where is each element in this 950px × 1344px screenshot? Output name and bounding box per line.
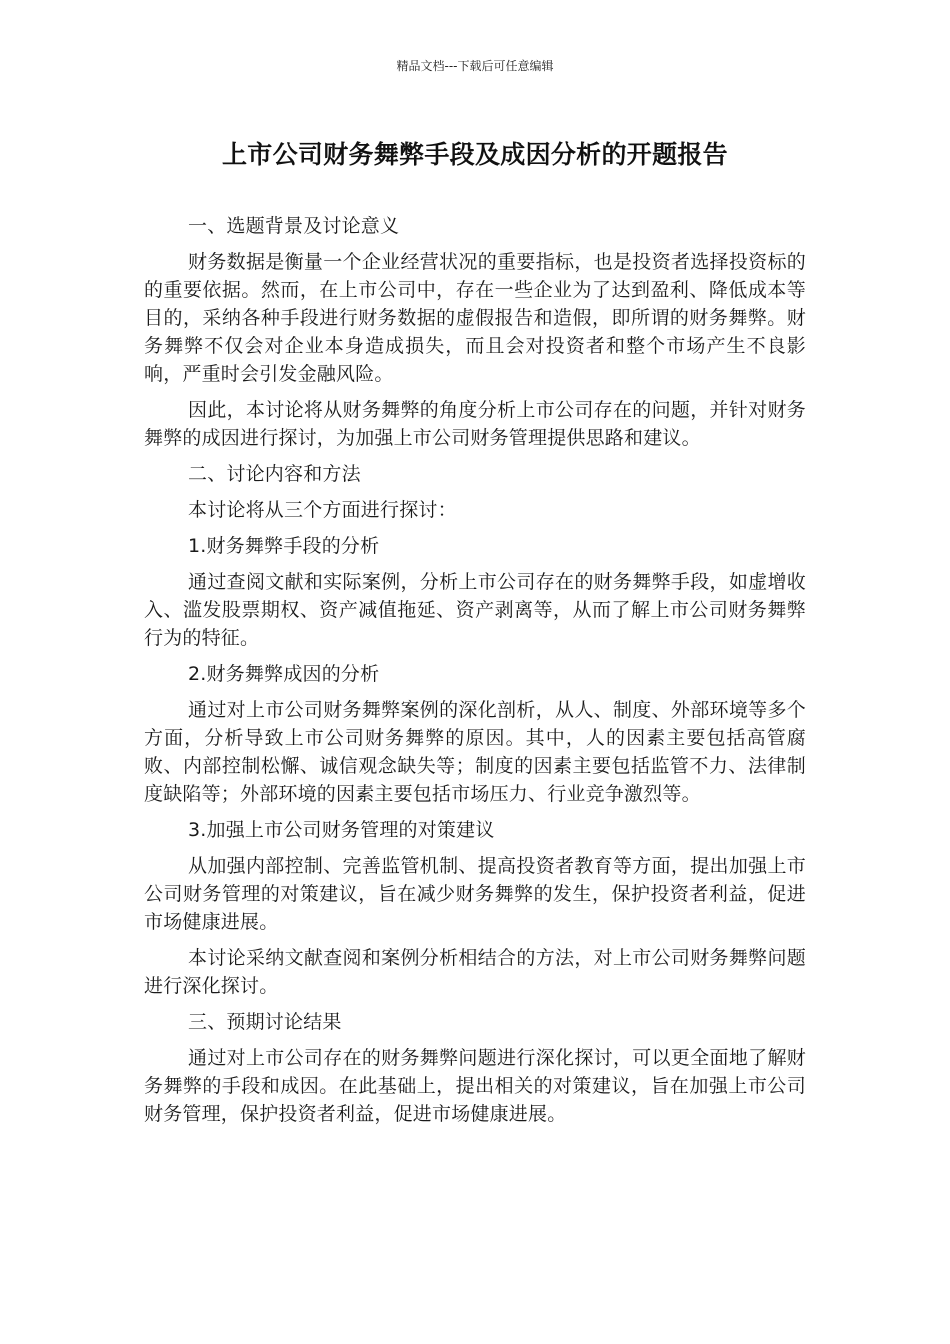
section-heading-content-method: 二、讨论内容和方法 — [188, 463, 361, 485]
paragraph-purpose: 因此，本讨论将从财务舞弊的角度分析上市公司存在的问题，并针对财务舞弊的成因进行探讨，为加强上市公司财务管理提供思路和建议。 — [144, 399, 806, 449]
paragraph-countermeasures: 从加强内部控制、完善监管机制、提高投资者教育等方面，提出加强上市公司财务管理的对策建议，旨在减少财务舞弊的发生，保护投资者利益，促进市场健康进展。 — [144, 855, 806, 933]
section-heading-expected-results: 三、预期讨论结果 — [188, 1011, 342, 1033]
paragraph-background: 财务数据是衡量一个企业经营状况的重要指标，也是投资者选择投资标的的重要依据。然而，在上市公司中，存在一些企业为了达到盈利、降低成本等目的，采纳各种手段进行财务数据的虚假报告和造假，即所谓的财务舞弊。财务舞弊不仅会对企业本身造成损失，而且会对投资者和整个市场产生不良影响，严重时会引发金融风险。 — [144, 251, 806, 385]
paragraph-expected-results: 通过对上市公司存在的财务舞弊问题进行深化探讨，可以更全面地了解财务舞弊的手段和成因。在此基础上，提出相关的对策建议，旨在加强上市公司财务管理，保护投资者利益，促进市场健康进展。 — [144, 1047, 806, 1125]
paragraph-fraud-causes: 通过对上市公司财务舞弊案例的深化剖析，从人、制度、外部环境等多个方面，分析导致上市公司财务舞弊的原因。其中，人的因素主要包括高管腐败、内部控制松懈、诚信观念缺失等；制度的因素主要包括监管不力、法律制度缺陷等；外部环境的因素主要包括市场压力、行业竞争激烈等。 — [144, 699, 806, 805]
paragraph-overview: 本讨论将从三个方面进行探讨： — [188, 499, 457, 521]
subheading-fraud-methods: 1.财务舞弊手段的分析 — [188, 535, 380, 557]
document-title: 上市公司财务舞弊手段及成因分析的开题报告 — [221, 140, 728, 169]
document-body — [144, 212, 806, 1136]
subheading-countermeasures: 3.加强上市公司财务管理的对策建议 — [188, 819, 495, 841]
paragraph-fraud-methods: 通过查阅文献和实际案例，分析上市公司存在的财务舞弊手段，如虚增收入、滥发股票期权、资产减值拖延、资产剥离等，从而了解上市公司财务舞弊行为的特征。 — [144, 571, 806, 649]
section-heading-background: 一、选题背景及讨论意义 — [188, 215, 400, 237]
subheading-fraud-causes: 2.财务舞弊成因的分析 — [188, 663, 380, 685]
page-header: 精品文档---下载后可任意编辑 — [396, 59, 554, 73]
paragraph-research-method: 本讨论采纳文献查阅和案例分析相结合的方法，对上市公司财务舞弊问题进行深化探讨。 — [144, 947, 806, 997]
